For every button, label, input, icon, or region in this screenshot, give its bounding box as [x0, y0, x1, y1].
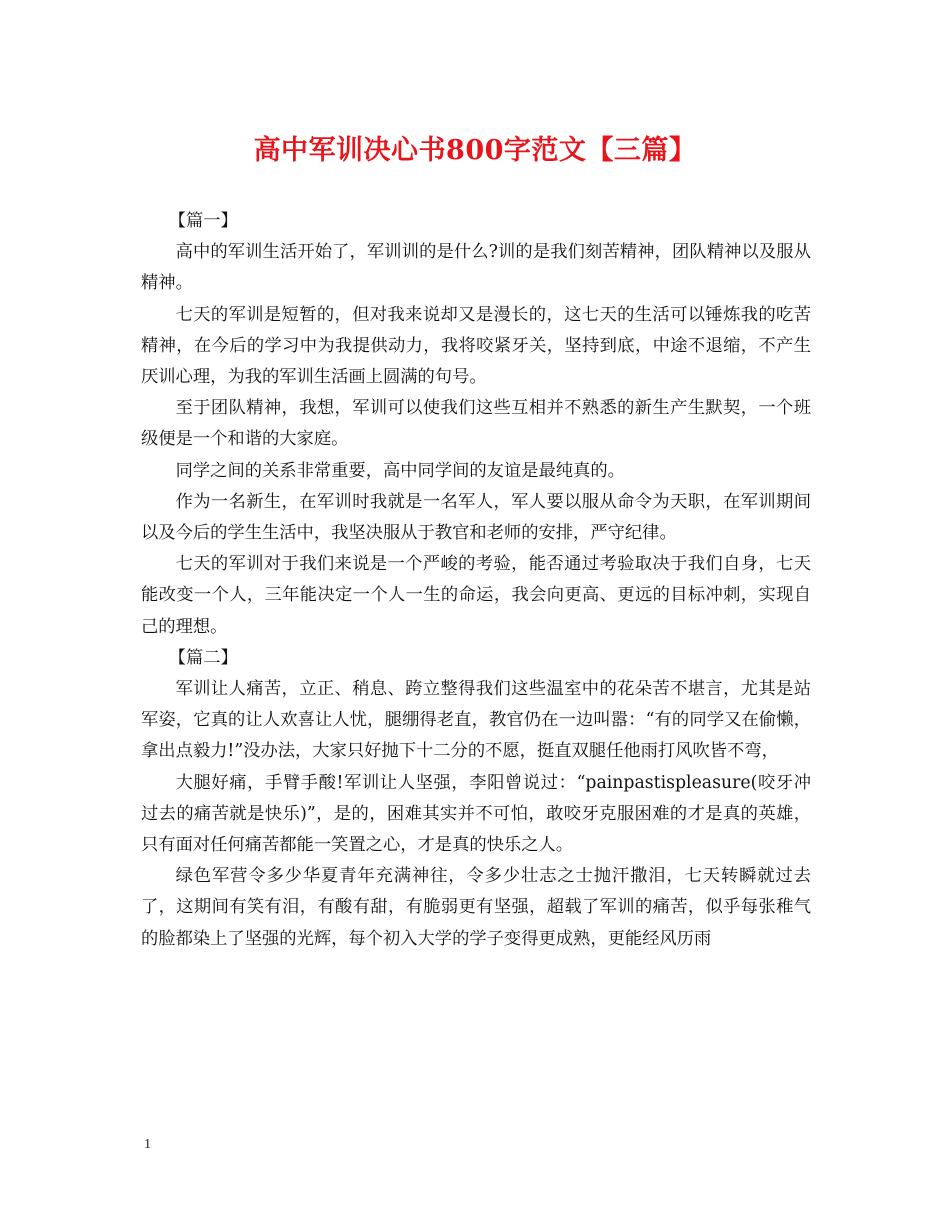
- document-body: [141, 206, 811, 955]
- paragraph: 同学之间的关系非常重要，高中同学间的友谊是最纯真的。: [175, 460, 625, 481]
- document-title: 高中军训决心书800字范文【三篇】: [253, 135, 697, 166]
- section-heading-1: 【篇一】: [168, 211, 238, 231]
- paragraph: 军训让人痛苦，立正、稍息、跨立整得我们这些温室中的花朵苦不堪言，尤其是站军姿，它真的让人欢喜让人忧，腿绷得老直，教官仍在一边叫嚣：“有的同学又在偷懒，拿出点毅力!”没办法，大家只好抛下十二分的不愿，挺直双腿任他雨打风吹皆不弯，: [141, 679, 811, 762]
- page-number: 1: [144, 1137, 151, 1152]
- section-heading-2: 【篇二】: [168, 647, 238, 668]
- paragraph: 至于团队精神，我想，军训可以使我们这些互相并不熟悉的新生产生默契，一个班级便是一个和谐的大家庭。: [141, 398, 811, 450]
- paragraph: 七天的军训是短暂的，但对我来说却又是漫长的，这七天的生活可以锤炼我的吃苦精神，在今后的学习中为我提供动力，我将咬紧牙关，坚持到底，中途不退缩，不产生厌训心理，为我的军训生活画上圆满的句号。: [141, 304, 811, 388]
- paragraph: 绿色军营令多少华夏青年充满神往，令多少壮志之士抛汗撒泪，七天转瞬就过去了，这期间有笑有泪，有酸有甜，有脆弱更有坚强，超载了军训的痛苦，似乎每张稚气的脸都染上了坚强的光辉，每个初入大学的学子变得更成熟，更能经风历雨: [141, 866, 811, 949]
- paragraph: 作为一名新生，在军训时我就是一名军人，军人要以服从命令为天职，在军训期间以及今后的学生生活中，我坚决服从于教官和老师的安排，严守纪律。: [141, 491, 811, 544]
- paragraph: 高中的军训生活开始了，军训训的是什么?训的是我们刻苦精神，团队精神以及服从精神。: [141, 242, 811, 294]
- paragraph: 大腿好痛，手臂手酸!军训让人坚强，李阳曾说过：“painpastispleasure(咬牙冲过去的痛苦就是快乐)”，是的，困难其实并不可怕，敢咬牙克服困难的才是真的英雄，只有面对任何痛苦都能一笑置之心，才是真的快乐之人。: [141, 772, 811, 856]
- paragraph: 七天的军训对于我们来说是一个严峻的考验，能否通过考验取决于我们自身，七天能改变一个人，三年能决定一个人一生的命运，我会向更高、更远的目标冲刺，实现自己的理想。: [141, 554, 811, 637]
